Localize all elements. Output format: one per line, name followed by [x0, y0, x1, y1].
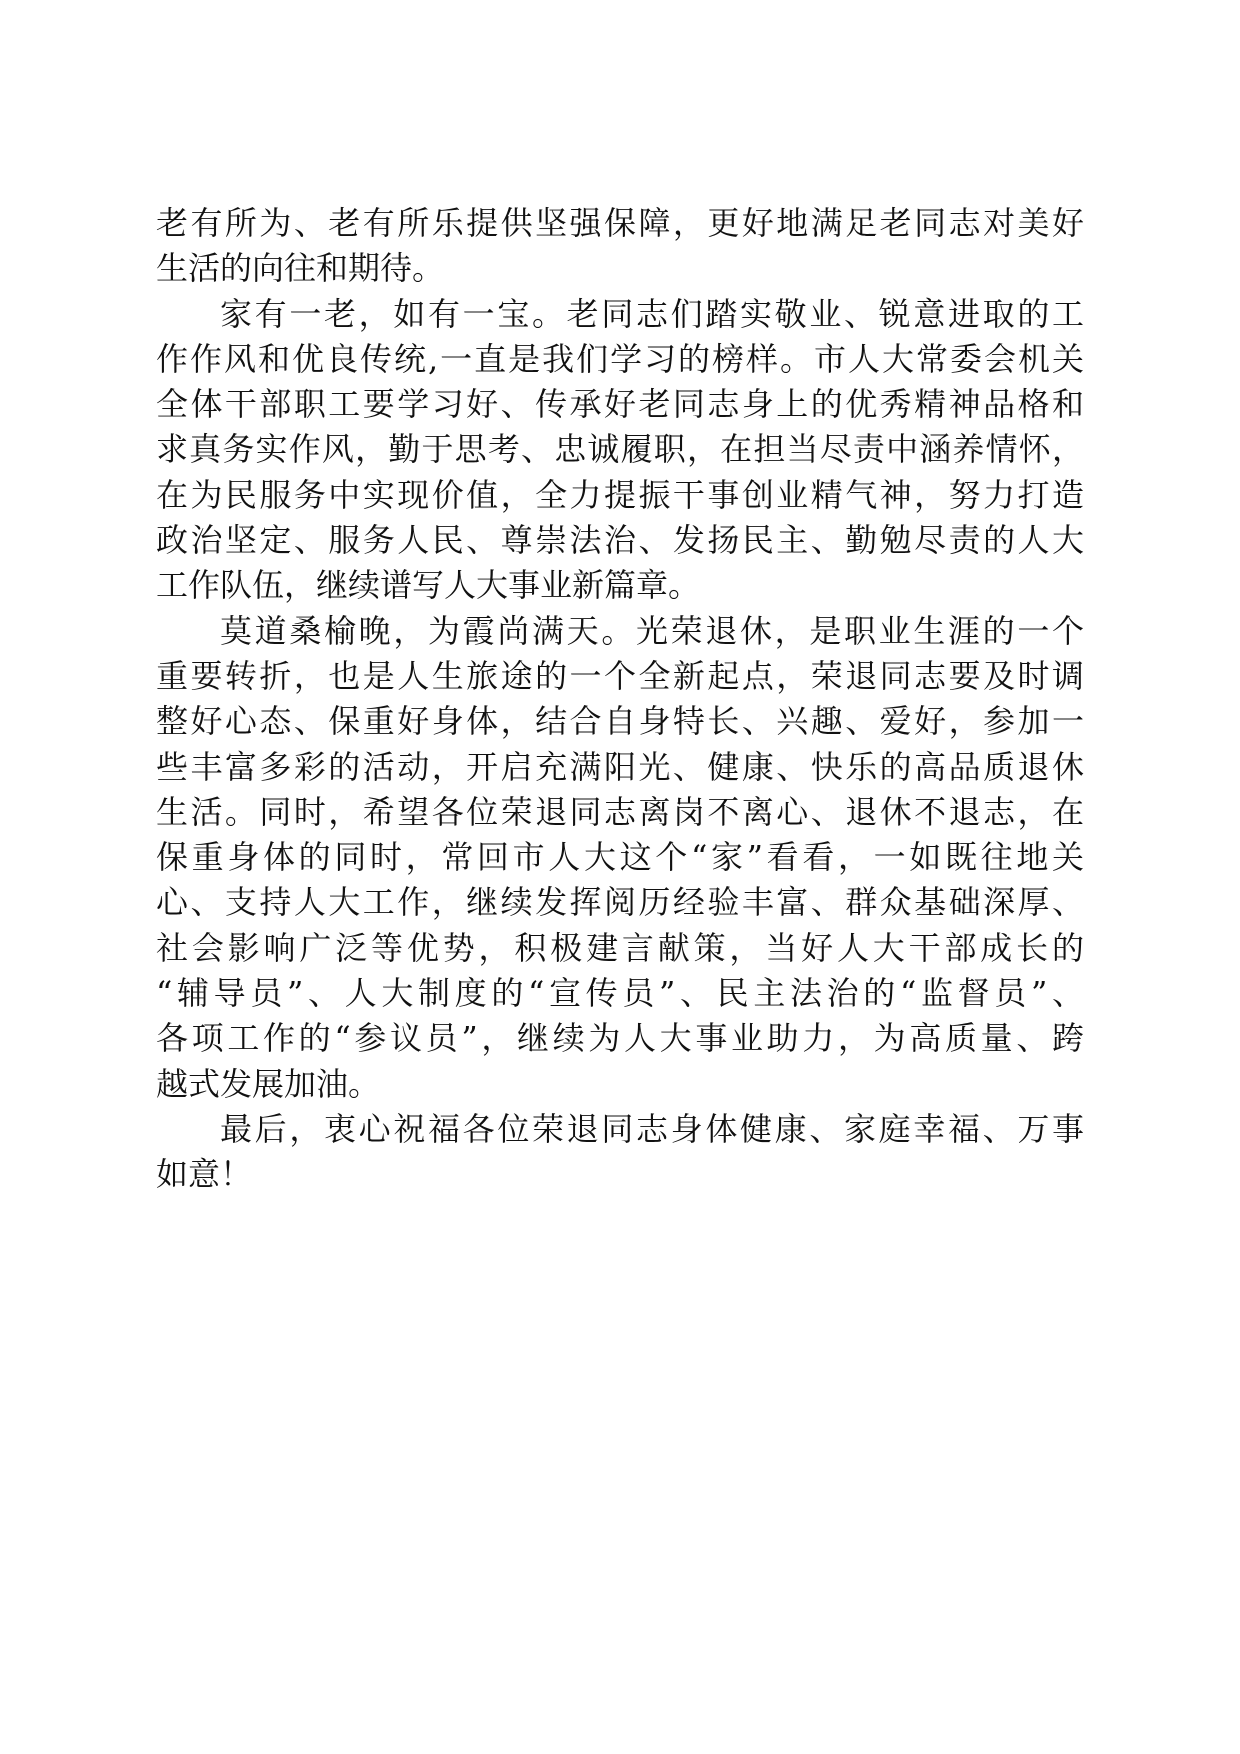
text-line: 社会影响广泛等优势，积极建言献策，当好人大干部成长的 [156, 928, 1084, 967]
text-line: 全体干部职工要学习好、传承好老同志身上的优秀精神品格和 [156, 385, 1084, 424]
text-line: 重要转折，也是人生旅途的一个全新起点，荣退同志要及时调 [156, 656, 1084, 695]
text-line: 莫道桑榆晚，为霞尚满天。光荣退休，是职业生涯的一个 [220, 611, 1084, 650]
text-line: 最后，衷心祝福各位荣退同志身体健康、家庭幸福、万事 [220, 1109, 1084, 1148]
paragraph-4 [156, 1107, 1084, 1198]
body-text [156, 201, 1084, 1198]
text-line: 生活。同时，希望各位荣退同志离岗不离心、退休不退志，在 [156, 792, 1084, 831]
paragraph-1 [156, 201, 1084, 292]
text-line: 如意！ [156, 1155, 253, 1194]
text-line: 老有所为、老有所乐提供坚强保障，更好地满足老同志对美好 [156, 204, 1084, 242]
text-line: 心、支持人大工作，继续发挥阅历经验丰富、群众基础深厚、 [156, 883, 1084, 922]
text-line: 越式发展加油。 [156, 1064, 381, 1103]
paragraph-2 [156, 292, 1084, 609]
text-line: “辅导员”、人大制度的“宣传员”、民主法治的“监督员”、 [156, 974, 1084, 1013]
text-line: 家有一老，如有一宝。老同志们踏实敬业、锐意进取的工 [220, 294, 1084, 333]
text-line: 求真务实作风，勤于思考、忠诚履职，在担当尽责中涵养情怀， [156, 430, 1084, 469]
text-line: 工作队伍，继续谱写人大事业新篇章。 [156, 566, 701, 605]
text-line: 保重身体的同时，常回市人大这个“家”看看，一如既往地关 [156, 838, 1084, 877]
text-line: 作作风和优良传统,一直是我们学习的榜样。市人大常委会机关 [156, 339, 1084, 378]
text-line: 生活的向往和期待。 [156, 249, 445, 288]
paragraph-3 [156, 609, 1084, 1107]
text-line: 些丰富多彩的活动，开启充满阳光、健康、快乐的高品质退休 [156, 747, 1084, 786]
text-line: 在为民服务中实现价值，全力提振干事创业精气神，努力打造 [156, 475, 1084, 514]
text-line: 整好心态、保重好身体，结合自身特长、兴趣、爱好，参加一 [156, 702, 1084, 741]
text-line: 各项工作的“参议员”，继续为人大事业助力，为高质量、跨 [156, 1019, 1084, 1058]
text-line: 政治坚定、服务人民、尊崇法治、发扬民主、勤勉尽责的人大 [156, 521, 1084, 560]
